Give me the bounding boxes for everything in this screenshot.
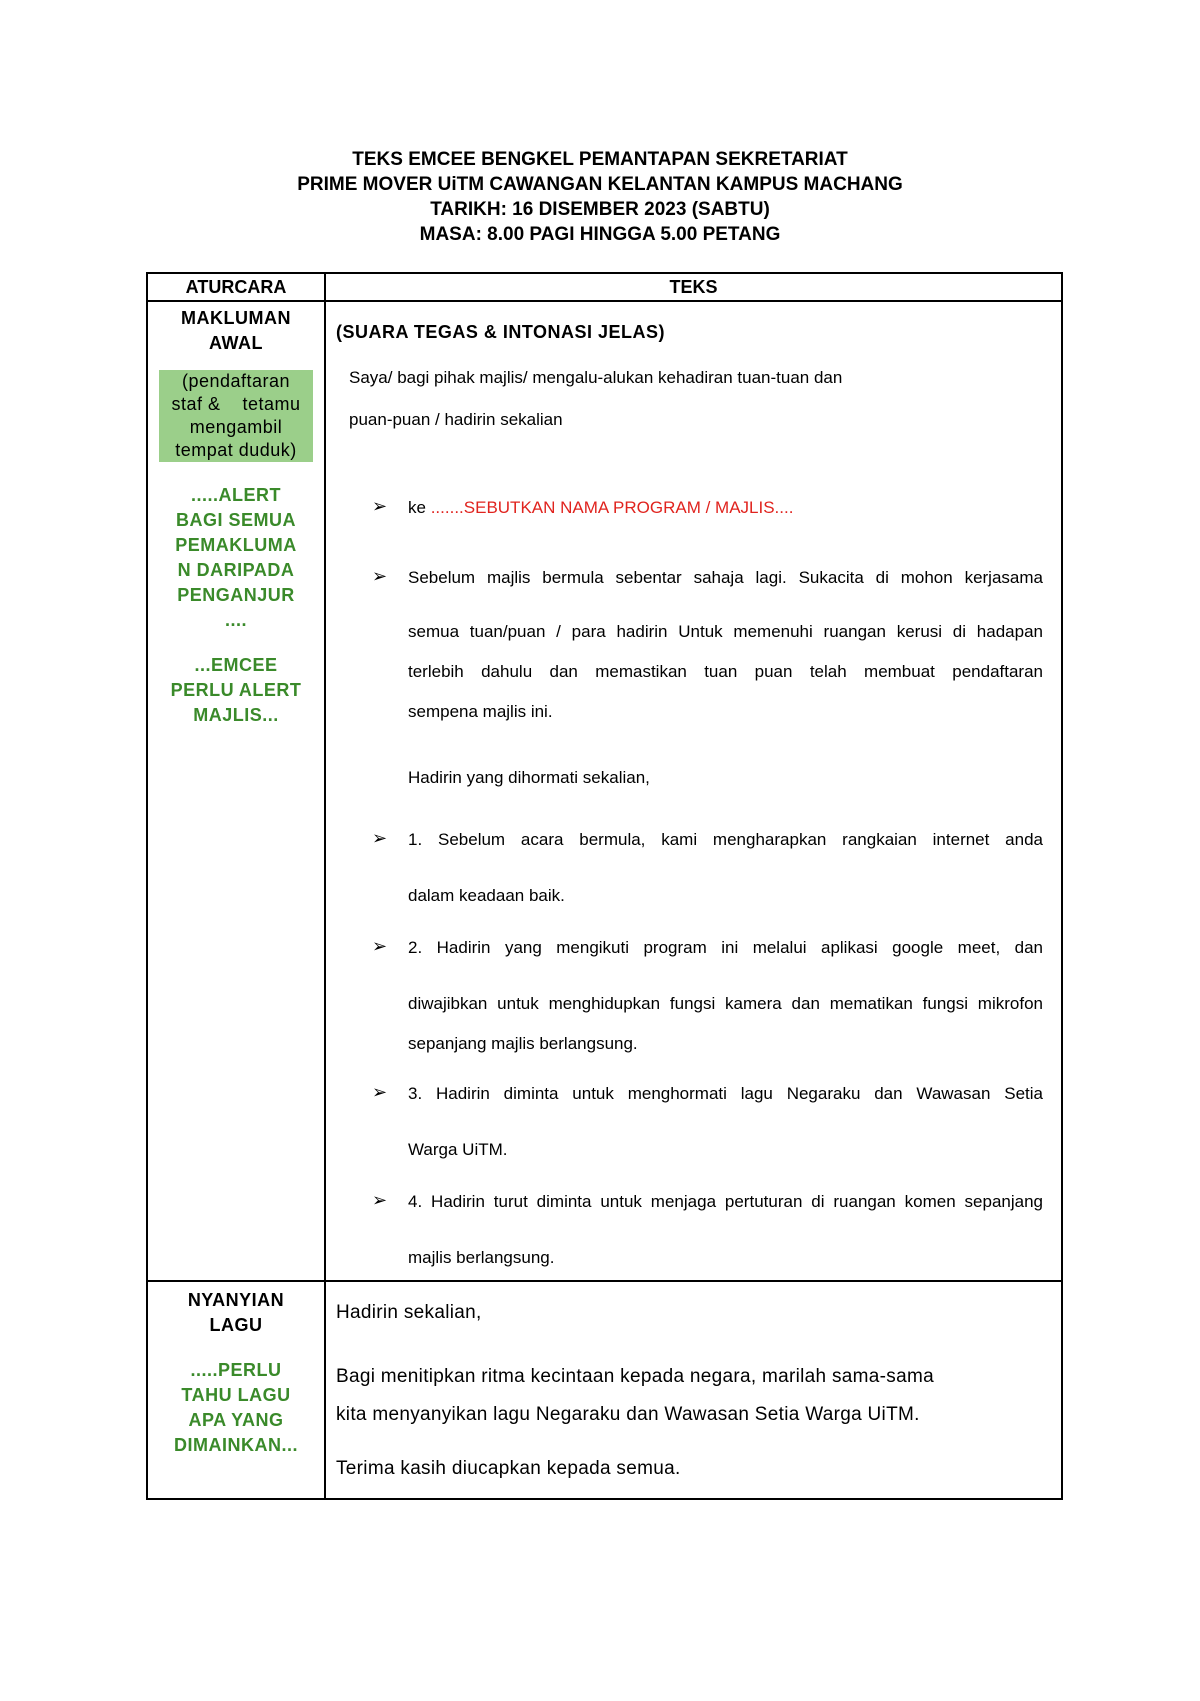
arrow-bullet-icon: ➢: [372, 1190, 388, 1210]
arrow-bullet-icon: ➢: [372, 496, 388, 516]
item-title: LAGU: [209, 1315, 263, 1335]
item-title: NYANYIAN: [187, 1290, 285, 1310]
column-header-teks: TEKS: [325, 273, 1062, 301]
thanks-line: Terima kasih diucapkan kepada semua.: [336, 1458, 681, 1479]
aturcara-cell: [147, 1281, 325, 1499]
program-name-line: ke .......SEBUTKAN NAMA PROGRAM / MAJLIS....: [408, 498, 794, 517]
program-name-placeholder: .......SEBUTKAN NAMA PROGRAM / MAJLIS....: [430, 498, 794, 517]
arrow-bullet-icon: ➢: [372, 1082, 388, 1102]
arrow-bullet-icon: ➢: [372, 566, 388, 586]
table-header-row: [147, 273, 1062, 301]
document-header: [0, 147, 1200, 247]
list-item: 2. Hadirin yang mengikuti program ini melalui aplikasi google meet, dan: [408, 938, 1043, 957]
intro-line: Saya/ bagi pihak majlis/ mengalu-alukan kehadiran tuan-tuan dan: [349, 368, 843, 387]
time-line: MASA: 8.00 PAGI HINGGA 5.00 PETANG: [419, 224, 781, 245]
table-row: [147, 1281, 1062, 1499]
list-item: 4. Hadirin turut diminta untuk menjaga pertuturan di ruangan komen sepanjang: [408, 1192, 1043, 1211]
highlighted-note: (pendaftaran staf & tetamu mengambil tempat duduk): [159, 370, 313, 462]
greeting: Hadirin yang dihormati sekalian,: [408, 768, 650, 787]
teks-cell: Hadirin sekalian, Bagi menitipkan ritma kecintaan kepada negara, marilah sama-sama kita menyanyikan lagu Negaraku dan Wawasan Setia Warga UiTM. Terima kasih diucapkan kepada semua.: [325, 1281, 1062, 1499]
alert-note: .....PERLU TAHU LAGU APA YANG DIMAINKAN...: [174, 1360, 298, 1455]
greeting: Hadirin sekalian,: [336, 1302, 482, 1323]
table-row: [147, 301, 1062, 1281]
arrow-bullet-icon: ➢: [372, 936, 388, 956]
voice-instruction: (SUARA TEGAS & INTONASI JELAS): [336, 322, 666, 342]
intro-line: puan-puan / hadirin sekalian: [349, 410, 563, 429]
column-header-aturcara: ATURCARA: [147, 273, 325, 301]
teks-cell: (SUARA TEGAS & INTONASI JELAS) Saya/ bagi pihak majlis/ mengalu-alukan kehadiran tuan-tuan dan puan-puan / hadirin sekalian ➢ ke .......SEBUTKAN NAMA PROGRAM / MAJLIS.... ➢ Sebelum majlis bermula sebentar sahaja lagi. Sukacita di mohon kerjasama semua tuan/puan / para hadirin Untuk memenuhi ruangan kerusi di hadapan terlebih dahulu dan memastikan tuan puan telah membuat pendaftaran sempena majlis ini. Hadirin yang dihormati sekalian, ➢ 1. Sebelum acara bermula, kami mengharapkan rangkaian internet anda dalam keadaan baik. ➢ 2. Hadirin yang mengikuti program ini melalui aplikasi google meet, dan diwajibkan untuk menghidupkan fungsi kamera dan mematikan fungsi mikrofon sepanjang majlis berlangsung. ➢ 3. Hadirin diminta untuk menghormati lagu Negaraku dan Wawasan Setia Warga UiTM. ➢ 4. Hadirin turut diminta untuk menjaga pertuturan di ruangan komen sepanjang majlis berlangsung.: [325, 301, 1062, 1281]
alert-note: .....ALERT BAGI SEMUA PEMAKLUMA N DARIPADA PENGANJUR ....: [175, 485, 297, 630]
title-line-1: TEKS EMCEE BENGKEL PEMANTAPAN SEKRETARIAT: [352, 149, 848, 170]
title-line-2: PRIME MOVER UiTM CAWANGAN KELANTAN KAMPUS MACHANG: [297, 174, 903, 195]
aturcara-cell: [147, 301, 325, 1281]
program-table: [146, 272, 1063, 1500]
arrow-bullet-icon: ➢: [372, 828, 388, 848]
list-item: 3. Hadirin diminta untuk menghormati lagu Negaraku dan Wawasan Setia: [408, 1084, 1043, 1103]
date-line: TARIKH: 16 DISEMBER 2023 (SABTU): [430, 199, 770, 220]
item-title: AWAL: [209, 333, 263, 353]
emcee-note: ...EMCEE PERLU ALERT MAJLIS...: [170, 655, 302, 725]
item-title: MAKLUMAN: [181, 308, 291, 328]
list-item: 1. Sebelum acara bermula, kami mengharapkan rangkaian internet anda: [408, 830, 1043, 849]
